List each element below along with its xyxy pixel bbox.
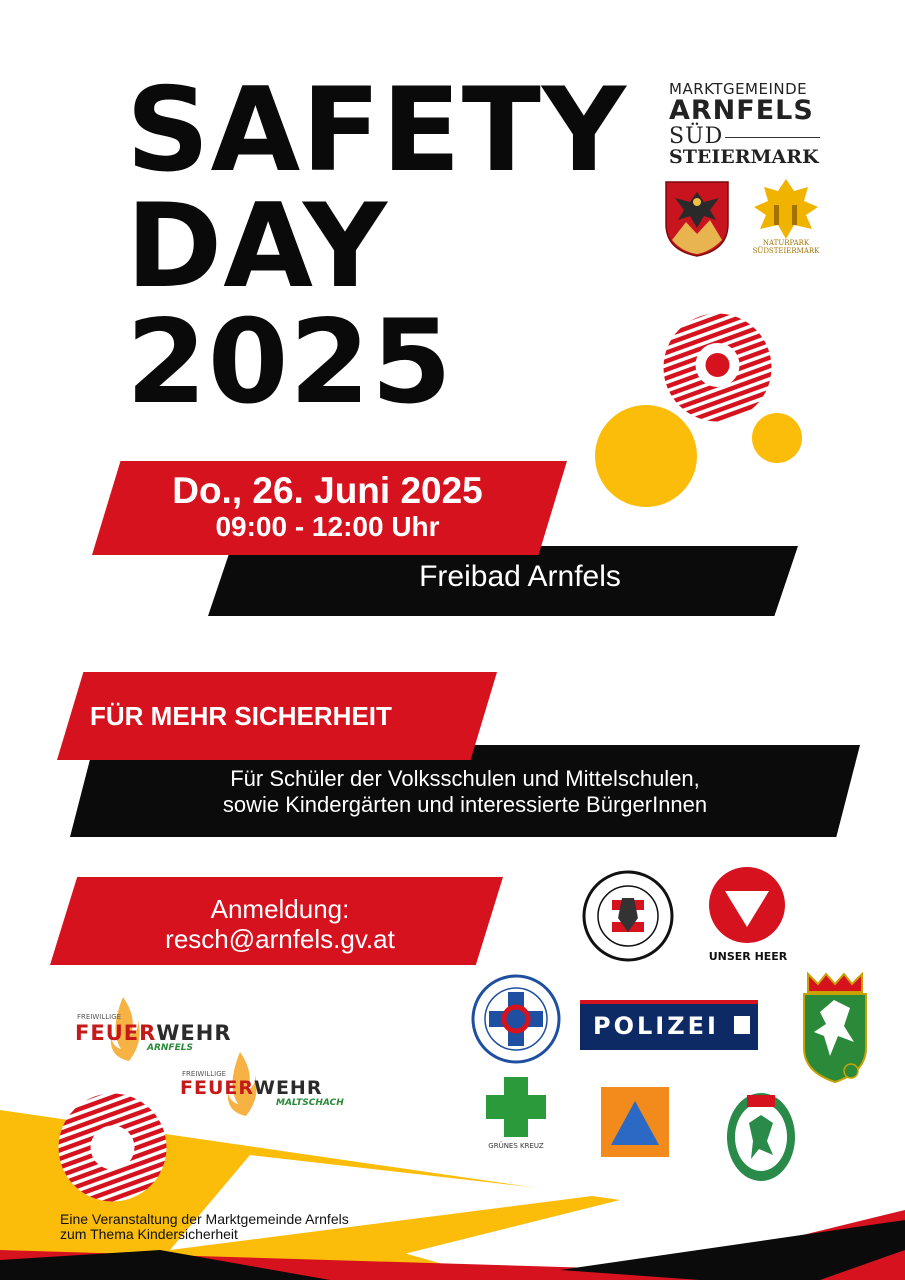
ff-arnfels-wehr: WEHR	[156, 1021, 232, 1045]
event-time: 09:00 - 12:00 Uhr	[215, 511, 440, 542]
title-day: DAY	[126, 179, 388, 314]
rettungshunde-badge-icon	[582, 870, 674, 962]
green-cross-label: GRÜNES KREUZ	[488, 1142, 544, 1150]
audience-line2: sowie Kindergärten und interessierte BürgerInnen	[222, 792, 708, 817]
municipality-name: ARNFELS	[669, 95, 814, 126]
ff-arnfels-wordmark	[75, 1021, 232, 1045]
army-label: UNSER HEER	[708, 950, 788, 963]
footer-line2: zum Thema Kindersicherheit	[60, 1226, 238, 1242]
naturpark-leaf-icon	[750, 175, 822, 257]
municipality-top: MARKTGEMEINDE	[669, 80, 808, 98]
registration-text	[80, 894, 480, 954]
coat-of-arms-icon	[664, 180, 730, 258]
title-year: 2025	[126, 295, 453, 430]
steiermark-arms-icon	[800, 970, 870, 1086]
ff-arnfels-place: ARNFELS	[147, 1043, 193, 1053]
police-stripe	[580, 1000, 758, 1004]
registration-email[interactable]: resch@arnfels.gv.at	[165, 924, 395, 954]
svg-text:NATURPARK: NATURPARK	[762, 239, 810, 247]
police-label: POLIZEI	[593, 1012, 719, 1040]
ff-maltschach-place: MALTSCHACH	[276, 1098, 344, 1108]
registration-label: Anmeldung:	[210, 894, 350, 924]
police-eagle-icon	[734, 1016, 750, 1034]
title-safety: SAFETY	[126, 63, 627, 198]
audience-line1: Für Schüler der Volksschulen und Mittelschulen,	[230, 766, 700, 791]
wasserrettung-badge-icon	[471, 974, 561, 1064]
event-location: Freibad Arnfels	[419, 560, 621, 593]
municipality-logo	[665, 80, 825, 175]
yellow-circle-large	[595, 405, 697, 507]
striped-ring-decoration	[660, 310, 775, 425]
ff-maltschach-top: FREIWILLIGE	[182, 1070, 227, 1078]
footer-line1: Eine Veranstaltung der Marktgemeinde Arnfels	[60, 1211, 349, 1227]
motto-text: FÜR MEHR SICHERHEIT	[90, 701, 392, 731]
ff-maltschach-feuer: FEUER	[180, 1077, 254, 1099]
army-triangle-icon	[707, 865, 787, 945]
police-logo	[580, 1000, 758, 1050]
ff-maltschach-wordmark	[180, 1077, 322, 1099]
ff-arnfels-top: FREIWILLIGE	[77, 1013, 122, 1021]
striped-ring-bottom	[55, 1090, 170, 1205]
municipality-sub2: STEIERMARK	[669, 146, 819, 168]
yellow-circle-small	[752, 413, 802, 463]
municipality-sub1: SÜD	[669, 124, 724, 149]
logo-divider	[725, 137, 820, 138]
ff-arnfels-feuer: FEUER	[75, 1021, 157, 1045]
event-date: Do., 26. Juni 2025	[172, 470, 483, 511]
ff-maltschach-wehr: WEHR	[254, 1077, 323, 1099]
footer-text	[60, 1212, 349, 1242]
audience-text	[110, 766, 820, 818]
svg-text:SÜDSTEIERMARK: SÜDSTEIERMARK	[752, 247, 820, 255]
